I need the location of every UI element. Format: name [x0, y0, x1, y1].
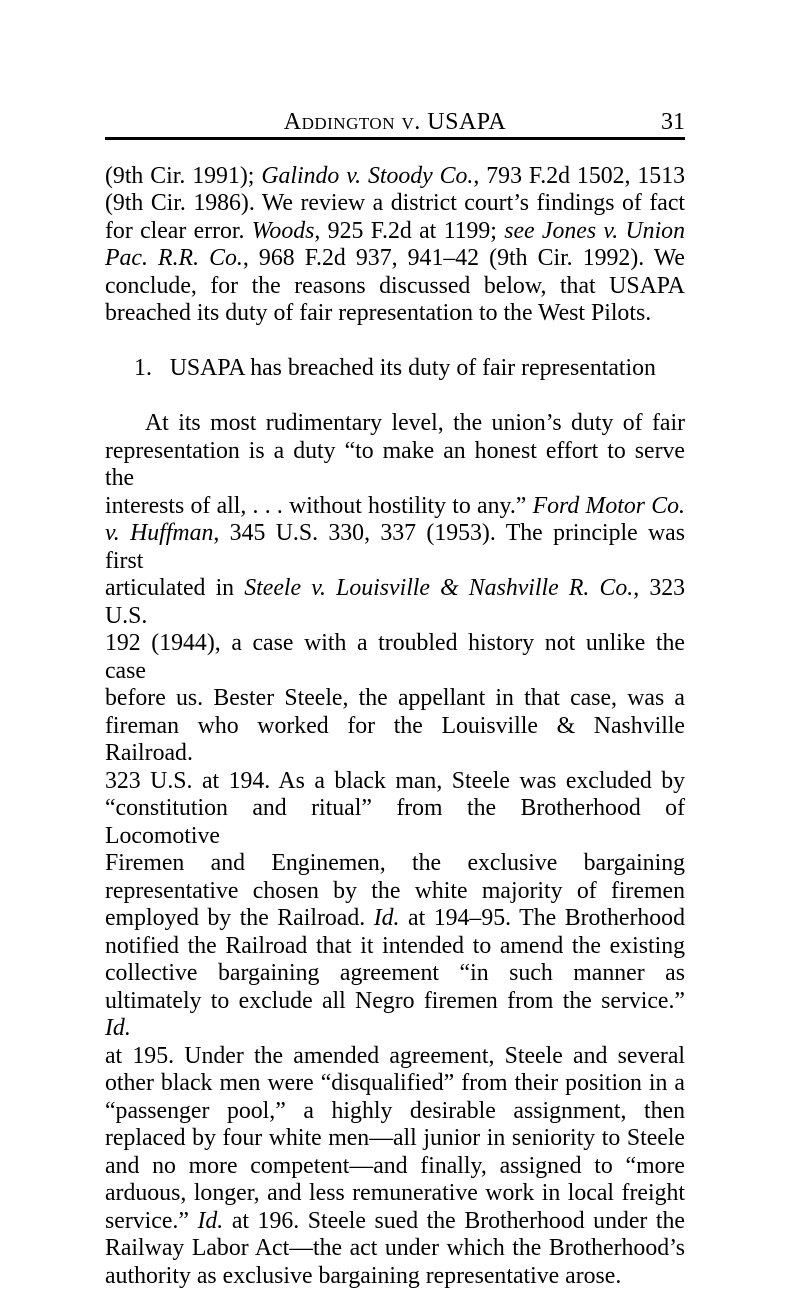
text-line	[105, 960, 685, 988]
text-line	[105, 795, 685, 850]
text-line	[105, 1263, 685, 1290]
text-line	[105, 630, 685, 685]
opinion-body-text	[105, 163, 685, 1290]
text-run: , 925 F.2d at 1199;	[314, 218, 504, 244]
italic-citation: v. Huffman	[105, 520, 213, 546]
page-number: 31	[661, 109, 685, 135]
text-run: “passenger pool,” a highly desirable assignment, then	[105, 1098, 685, 1124]
text-line	[105, 300, 685, 328]
italic-citation: Woods	[252, 218, 315, 244]
text-line	[105, 273, 685, 301]
text-run: 1. USAPA has breached its duty of fair representation	[134, 355, 656, 381]
text-run: 192 (1944), a case with a troubled history not unlike the case	[105, 630, 685, 684]
text-line	[105, 245, 685, 273]
running-header	[105, 109, 685, 135]
paragraph	[105, 410, 685, 1290]
text-run: notified the Railroad that it intended to amend the existing	[105, 933, 685, 959]
text-run: for clear error.	[105, 218, 252, 244]
section-heading	[105, 355, 685, 383]
text-line	[105, 493, 685, 521]
text-run: service.”	[105, 1208, 197, 1234]
text-line	[105, 1180, 685, 1208]
text-line	[105, 1235, 685, 1263]
text-run: conclude, for the reasons discussed below, that USAPA	[105, 273, 685, 299]
text-run: collective bargaining agreement “in such manner as	[105, 960, 685, 986]
text-line	[105, 1208, 685, 1236]
text-line	[105, 713, 685, 768]
text-line	[105, 905, 685, 933]
text-run: at 195. Under the amended agreement, Steele and several	[105, 1043, 685, 1069]
text-line	[105, 933, 685, 961]
text-run: representation is a duty “to make an honest effort to serve the	[105, 438, 685, 492]
italic-citation: see Jones v. Union	[504, 218, 685, 244]
text-run: , 793 F.2d 1502, 1513	[473, 163, 685, 189]
text-run: articulated in	[105, 575, 244, 601]
text-line	[105, 768, 685, 796]
text-run: arduous, longer, and less remunerative work in local freight	[105, 1180, 685, 1206]
text-line	[105, 1070, 685, 1098]
text-run: other black men were “disqualified” from their position in a	[105, 1070, 685, 1096]
text-run: employed by the Railroad.	[105, 905, 374, 931]
text-run: (9th Cir. 1986). We review a district court’s findings of fact	[105, 190, 685, 216]
text-line	[105, 410, 685, 438]
text-line	[105, 988, 685, 1043]
text-run: , 345 U.S. 330, 337 (1953). The principle was first	[105, 520, 685, 574]
text-run: interests of all, . . . without hostility to any.”	[105, 493, 533, 519]
italic-citation: Pac. R.R. Co.	[105, 245, 243, 271]
header-rule	[105, 137, 685, 140]
text-run: breached its duty of fair representation to the West Pilots.	[105, 300, 651, 326]
text-run: ultimately to exclude all Negro firemen from the service.”	[105, 988, 685, 1014]
paragraph	[105, 163, 685, 328]
italic-citation: Ford Motor Co.	[533, 493, 685, 519]
text-run: At its most rudimentary level, the union’s duty of fair	[145, 410, 685, 436]
text-run: replaced by four white men—all junior in seniority to Steele	[105, 1125, 685, 1151]
italic-citation: Id.	[374, 905, 400, 931]
text-run: , 323 U.S.	[105, 575, 685, 629]
text-line	[105, 878, 685, 906]
text-line	[105, 520, 685, 575]
text-run: and no more competent—and finally, assigned to “more	[105, 1153, 685, 1179]
text-run: authority as exclusive bargaining representative arose.	[105, 1263, 621, 1289]
case-title: Addington v. USAPA	[105, 109, 685, 135]
italic-citation: Id.	[197, 1208, 223, 1234]
text-line	[105, 1153, 685, 1181]
text-line	[105, 850, 685, 878]
text-line	[105, 218, 685, 246]
italic-citation: Galindo v. Stoody Co.	[261, 163, 473, 189]
text-run: representative chosen by the white majority of firemen	[105, 878, 685, 904]
text-line	[105, 438, 685, 493]
text-run: Railway Labor Act—the act under which the Brotherhood’s	[105, 1235, 685, 1261]
text-line	[105, 355, 685, 383]
text-line	[105, 685, 685, 713]
text-run: , 968 F.2d 937, 941–42 (9th Cir. 1992). We	[243, 245, 685, 271]
text-run: at 194–95. The Brotherhood	[400, 905, 685, 931]
text-line	[105, 1125, 685, 1153]
text-run: 323 U.S. at 194. As a black man, Steele was excluded by	[105, 768, 685, 794]
text-run: (9th Cir. 1991);	[105, 163, 261, 189]
text-run: fireman who worked for the Louisville & Nashville Railroad.	[105, 713, 685, 767]
italic-citation: Steele v. Louisville & Nashville R. Co.	[244, 575, 633, 601]
text-line	[105, 1043, 685, 1071]
text-run: before us. Bester Steele, the appellant in that case, was a	[105, 685, 685, 711]
content-column	[105, 109, 685, 1290]
text-run: at 196. Steele sued the Brotherhood under the	[223, 1208, 685, 1234]
text-line	[105, 1098, 685, 1126]
text-run: “constitution and ritual” from the Brotherhood of Locomotive	[105, 795, 685, 849]
text-line	[105, 163, 685, 191]
text-run: Firemen and Enginemen, the exclusive bargaining	[105, 850, 685, 876]
text-line	[105, 575, 685, 630]
text-line	[105, 190, 685, 218]
italic-citation: Id.	[105, 1015, 131, 1041]
